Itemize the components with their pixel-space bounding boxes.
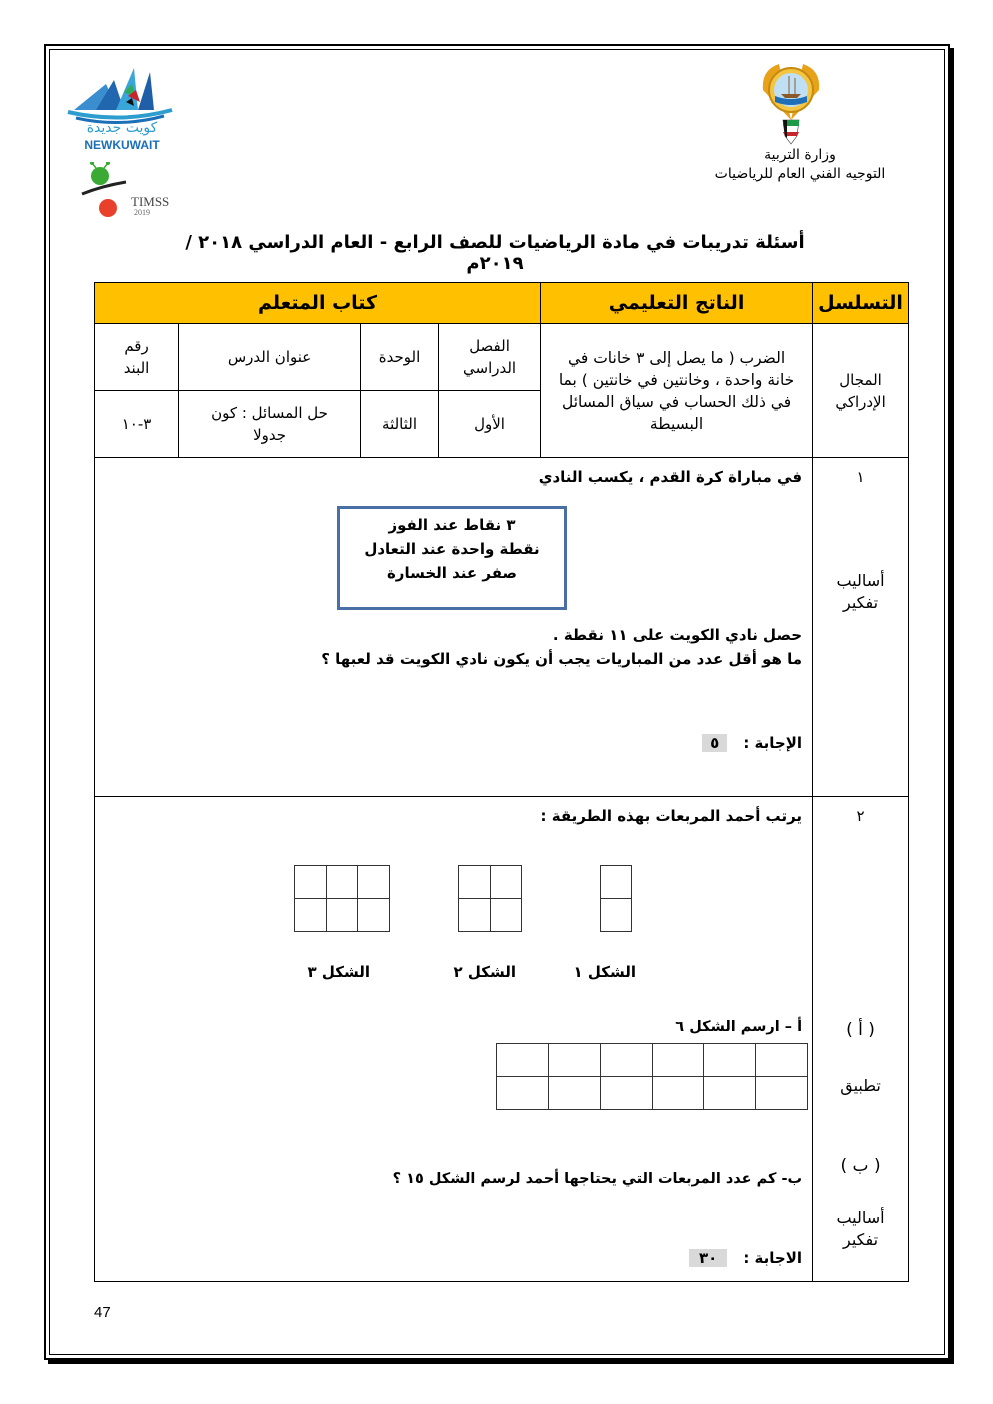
shape-label: الشكل ١	[573, 963, 637, 981]
shape-label: الشكل ٢	[453, 963, 517, 981]
part-b-marker: ( ب )	[840, 1156, 881, 1176]
question-1-body	[95, 458, 813, 797]
question-domain: أساليب تفكير	[836, 571, 885, 612]
answer-line	[689, 1249, 802, 1267]
grid-cell	[295, 899, 327, 932]
grid-cell[interactable]	[652, 1077, 704, 1110]
unit-value: الثالثة	[361, 391, 439, 458]
answer-label: الاجابة :	[743, 1249, 803, 1267]
scoring-rule: صفر عند الخسارة	[386, 564, 518, 582]
page-shadow	[48, 1360, 954, 1364]
question-2-body	[95, 797, 813, 1282]
col-item-number: رقم البند	[95, 324, 179, 391]
grid-cell	[490, 866, 522, 899]
question-number: ٢	[856, 807, 865, 825]
part-a-domain: تطبيق	[840, 1076, 881, 1095]
scoring-rule: ٣ نقاط عند الفوز	[388, 516, 516, 534]
page-shadow	[950, 48, 954, 1364]
grid-cell	[358, 866, 390, 899]
part-b-text: ب- كم عدد المربعات التي يحتاجها أحمد لرسم الشكل ١٥ ؟	[392, 1171, 803, 1187]
grid-cell[interactable]	[704, 1077, 756, 1110]
question-table	[94, 282, 909, 1282]
grid-cell	[358, 899, 390, 932]
col-semester: الفصل الدراسي	[439, 324, 541, 391]
shape-3-grid	[294, 865, 390, 932]
answer-label: الإجابة :	[743, 734, 803, 752]
question-row	[95, 458, 909, 797]
grid-cell[interactable]	[652, 1044, 704, 1077]
grid-cell	[601, 866, 632, 899]
question-row	[95, 797, 909, 1282]
grid-cell	[459, 866, 491, 899]
question-number: ١	[856, 468, 865, 486]
lesson-title-value: حل المسائل : كون جدولا	[179, 391, 361, 458]
grid-cell	[326, 866, 358, 899]
timss-label: TIMSS	[131, 194, 170, 209]
question-intro: يرتب أحمد المربعات بهذه الطريقة :	[540, 807, 803, 825]
answer-value[interactable]: ٥	[702, 734, 727, 752]
item-number-value: ٣-١٠	[95, 391, 179, 458]
kuwait-emblem-icon	[759, 60, 823, 150]
answer-value[interactable]: ٣٠	[689, 1249, 727, 1267]
document-title: أسئلة تدريبات في مادة الرياضيات للصف الرابع - العام الدراسي ٢٠١٨ / ٢٠١٩م	[185, 232, 805, 274]
semester-value: الأول	[439, 391, 541, 458]
question-intro: في مباراة كرة القدم ، يكسب النادي	[538, 468, 803, 486]
question-1-side	[813, 458, 909, 797]
table-header-row	[95, 283, 909, 324]
grid-cell[interactable]	[704, 1044, 756, 1077]
col-unit: الوحدة	[361, 324, 439, 391]
new-kuwait-arabic-text: كويت جديدة	[86, 120, 158, 136]
grid-cell[interactable]	[497, 1044, 549, 1077]
part-b-domain: أساليب تفكير	[836, 1208, 885, 1249]
grid-cell[interactable]	[497, 1077, 549, 1110]
grid-cell[interactable]	[548, 1077, 600, 1110]
learning-outcome-text: الضرب ( ما يصل إلى ٣ خانات في خانة واحدة ، وخانتين في خانتين ) بما في ذلك الحساب في سياق المسائل البسيطة	[541, 324, 813, 458]
page-number: 47	[94, 1304, 111, 1321]
shape-6-grid[interactable]	[496, 1043, 808, 1110]
grid-cell	[326, 899, 358, 932]
grid-cell[interactable]	[756, 1044, 808, 1077]
meta-row	[95, 324, 909, 391]
question-prompt: ما هو أقل عدد من المباريات يجب أن يكون نادي الكويت قد لعبها ؟	[321, 650, 803, 668]
header-sequence: التسلسل	[813, 283, 909, 324]
grid-cell	[490, 899, 522, 932]
shape-label: الشكل ٣	[307, 963, 371, 981]
scoring-rule: نقطة واحدة عند التعادل	[364, 540, 540, 558]
shape-1-grid	[600, 865, 632, 932]
timss-year: 2019	[134, 208, 150, 217]
scoring-rules-box	[337, 506, 567, 610]
question-2-side	[813, 797, 909, 1282]
ministry-name: وزارة التربية	[764, 147, 836, 163]
header-learning-outcome: الناتج التعليمي	[541, 283, 813, 324]
part-a-text: أ – ارسم الشكل ٦	[675, 1019, 803, 1035]
grid-cell[interactable]	[600, 1077, 652, 1110]
grid-cell	[459, 899, 491, 932]
col-lesson-title: عنوان الدرس	[179, 324, 361, 391]
grid-cell	[601, 899, 632, 932]
shape-2-grid	[458, 865, 522, 932]
department-name: التوجيه الفني العام للرياضيات	[714, 166, 886, 182]
grid-cell	[295, 866, 327, 899]
question-statement: حصل نادي الكويت على ١١ نقطة .	[552, 626, 803, 644]
cognitive-domain-label: المجال الإدراكي	[813, 324, 909, 458]
new-kuwait-english-text: NEWKUWAIT	[84, 138, 160, 152]
part-a-marker: ( أ )	[846, 1020, 875, 1040]
grid-cell[interactable]	[756, 1077, 808, 1110]
grid-cell[interactable]	[548, 1044, 600, 1077]
header-learner-book: كتاب المتعلم	[95, 283, 541, 324]
timss-logo-icon	[78, 162, 178, 222]
answer-line	[702, 734, 802, 752]
grid-cell[interactable]	[600, 1044, 652, 1077]
